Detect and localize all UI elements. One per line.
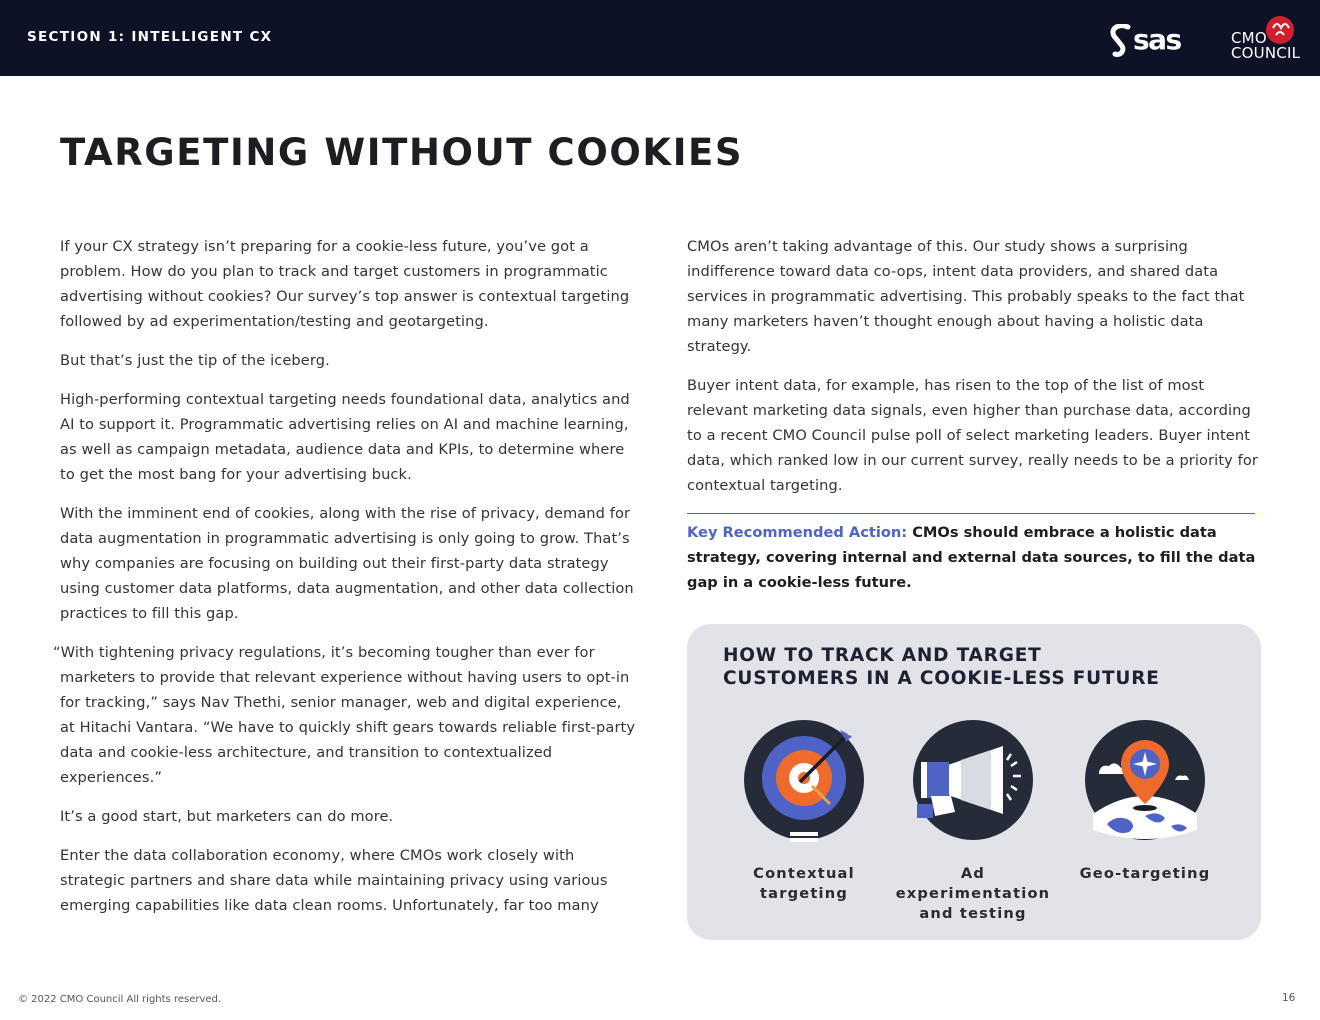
tactic-label-line: targeting [760,885,848,902]
body-paragraph: Enter the data collaboration economy, where CMOs work closely with strategic partners and share data while maintaining privacy using various emerging capabilities like data clean rooms. Unfortunately, far too many [60,847,608,914]
tactic-label-line: and testing [919,905,1027,922]
footer-copyright: © 2022 CMO Council All rights reserved. [18,994,222,1005]
cmo-council-logo-text [1231,31,1300,60]
infobox-title-line: HOW TO TRACK AND TARGET [723,645,1042,666]
body-paragraph: Buyer intent data, for example, has risen to the top of the list of most relevant marketing data signals, even higher than purchase data, according to a recent CMO Council pulse poll of select marketing leaders. Buyer intent data, which ranked low in our current survey, really needs to be a priority for contextual targeting. [687,377,1259,494]
body-paragraph: If your CX strategy isn’t preparing for a cookie-less future, you’ve got a problem. How do you plan to track and target customers in programmatic advertising without cookies? Our survey’s top answer is contextual targeting followed by ad experimentation/testing and geotargeting. [60,238,630,330]
page-title: TARGETING WITHOUT COOKIES [60,131,744,174]
tactic-label [888,864,1058,924]
tactic-label-line: Contextual [753,865,855,882]
cmo-logo-line: CMO [1231,29,1267,47]
body-paragraph: But that’s just the tip of the iceberg. [60,352,330,369]
tactic-label [1060,864,1230,884]
sas-logo-text: sas [1133,23,1181,56]
tactic-label-line: Ad [960,865,986,882]
infobox-title-line: CUSTOMERS IN A COOKIE-LESS FUTURE [723,668,1160,689]
tactic-geo-targeting [1060,720,1230,884]
infobox-title [723,644,1160,690]
target-icon [742,720,866,844]
header-bar [0,0,1320,76]
tracking-infobox [687,624,1261,940]
tactic-label-line: experimentation [895,885,1051,902]
key-action-text: CMOs should embrace a holistic data strategy, covering internal and external data sources, to fill the data gap in a cookie-less future. [687,524,1256,591]
section-label: SECTION 1: INTELLIGENT CX [27,29,273,45]
body-paragraph: It’s a good start, but marketers can do more. [60,808,394,825]
key-recommended-action [687,520,1259,595]
body-paragraph: CMOs aren’t taking advantage of this. Our study shows a surprising indifference toward data co-ops, intent data providers, and shared data services in programmatic advertising. This probably speaks to the fact that many marketers haven’t thought enough about having a holistic data strategy. [687,238,1245,355]
tactic-label-line: Geo-targeting [1079,865,1211,882]
quote-paragraph: “With tightening privacy regulations, it’s becoming tougher than ever for marketers to provide that relevant experience without having users to opt-in for tracking,” says Nav Thethi, senior manager, web and digital experience, at Hitachi Vantara. “We have to quickly shift gears towards reliable first-party data and cookie-less architecture, and transition to contextualized experiences.” [53,644,636,786]
body-paragraph: With the imminent end of cookies, along with the rise of privacy, demand for data augmentation in programmatic advertising is only going to grow. That’s why companies are focusing on building out their first-party data strategy using customer data platforms, data augmentation, and other data collection practices to fill this gap. [60,505,634,622]
tactic-ad-experimentation [888,720,1058,924]
sas-logo-icon [1108,24,1136,60]
left-column [53,234,640,932]
page-number: 16 [1282,992,1296,1004]
megaphone-icon [911,720,1035,844]
right-column [687,234,1259,512]
key-action-label: Key Recommended Action: [687,524,908,541]
cmo-logo-line: COUNCIL [1231,43,1301,62]
body-paragraph: High-performing contextual targeting needs foundational data, analytics and AI to support it. Programmatic advertising relies on AI and machine learning, as well as campaign metadata, audience data and KPIs, to determine where to get the most bang for your advertising buck. [60,391,630,483]
globe-pin-icon [1083,720,1207,844]
divider [687,513,1255,514]
tactic-contextual-targeting [719,720,889,904]
tactic-label [719,864,889,904]
